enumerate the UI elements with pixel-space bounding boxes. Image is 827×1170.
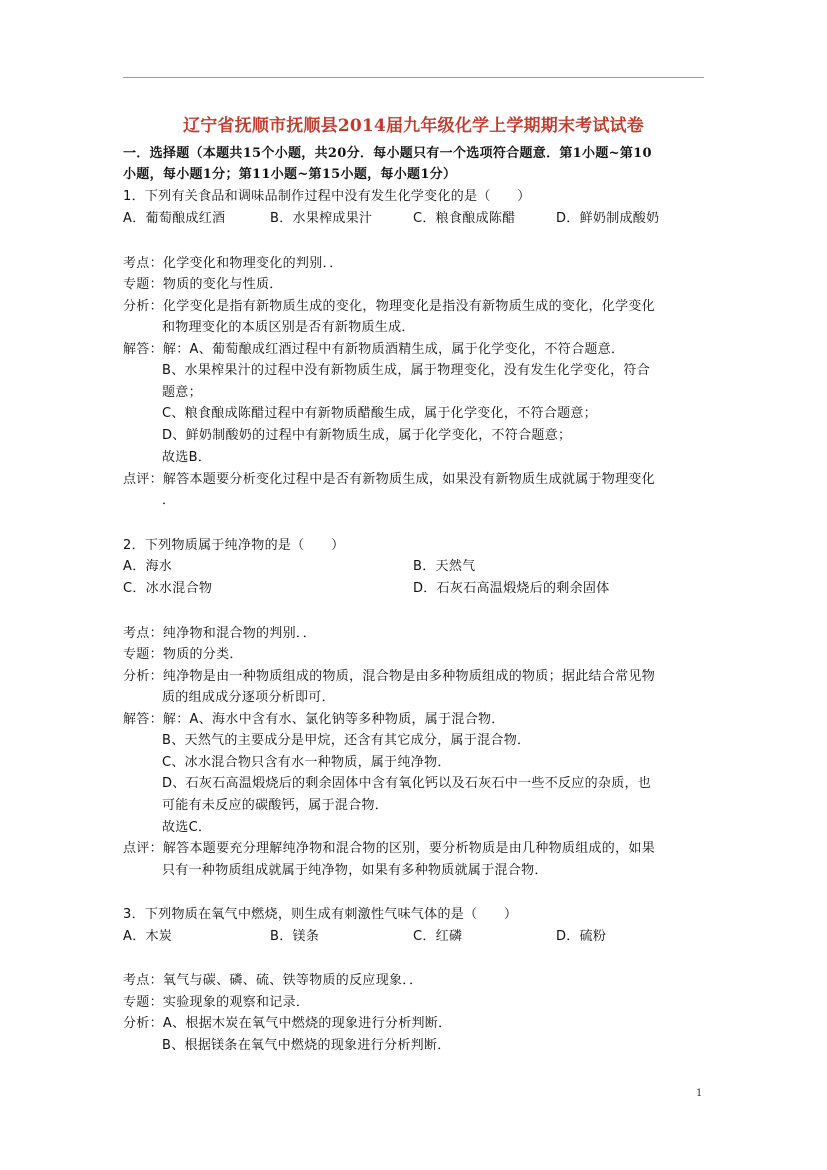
q2-fenxi-line-1: 分析：纯净物是由一种物质组成的物质，混合物是由多种物质组成的物质；据此结合常见物: [123, 669, 656, 684]
q2-zhuanti: 专题：物质的分类．: [123, 647, 243, 662]
q3-option-a: A．木炭: [123, 929, 173, 944]
header-rule: [123, 77, 704, 78]
q2-option-c: C．冰水混合物: [123, 581, 213, 596]
q1-jieda-line-5: D、鲜奶制酸奶的过程中有新物质生成，属于化学变化，不符合题意；: [162, 428, 572, 443]
q3-option-d: D．硫粉: [556, 929, 607, 944]
q3-option-b: B．镁条: [270, 929, 320, 944]
q2-jieda-line-1: 解答：解：A、海水中含有水、氯化钠等多种物质，属于混合物．: [123, 712, 505, 727]
q2-option-b: B．天然气: [413, 559, 476, 574]
q1-jieda-line-3: 题意；: [162, 385, 202, 400]
q1-dianping-line-2: ．: [162, 493, 176, 508]
q1-jieda-line-2: B、水果榨果汁的过程中没有新物质生成，属于物理变化，没有发生化学变化，符合: [162, 363, 651, 378]
q2-dianping-line-1: 点评：解答本题要充分理解纯净物和混合物的区别，要分析物质是由几种物质组成的，如果: [123, 841, 656, 856]
q1-zhuanti: 专题：物质的变化与性质．: [123, 277, 283, 292]
q1-kaodian: 考点：化学变化和物理变化的判别．．: [123, 256, 343, 271]
q2-fenxi-line-2: 质的组成成分逐项分析即可．: [162, 690, 335, 705]
page-number: 1: [696, 1088, 703, 1099]
q3-option-c: C．红磷: [413, 929, 463, 944]
q3-kaodian: 考点：氧气与碳、磷、硫、铁等物质的反应现象．．: [123, 973, 423, 988]
q1-option-a: A．葡萄酿成红酒: [123, 211, 226, 226]
q2-kaodian: 考点：纯净物和混合物的判别．．: [123, 626, 317, 641]
q1-option-b: B．水果榨成果汁: [270, 211, 373, 226]
q2-jieda-line-2: B、天然气的主要成分是甲烷，还含有其它成分，属于混合物．: [162, 733, 531, 748]
q3-stem: 3．下列物质在氧气中燃烧，则生成有刺激性气味气体的是（ ）: [123, 907, 518, 922]
q3-fenxi-line-2: B、根据镁条在氧气中燃烧的现象进行分析判断．: [162, 1038, 451, 1053]
page-title: 辽宁省抚顺市抚顺县2014届九年级化学上学期期末考试试卷: [183, 116, 644, 136]
q3-fenxi-line-1: 分析：A、根据木炭在氧气中燃烧的现象进行分析判断．: [123, 1016, 452, 1031]
q1-option-c: C．粮食酿成陈醋: [413, 211, 516, 226]
q2-jieda-line-5: 可能有未反应的碳酸钙，属于混合物．: [162, 798, 389, 813]
q2-dianping-line-2: 只有一种物质组成就属于纯净物，如果有多种物质就属于混合物．: [162, 863, 548, 878]
section-header-line-1: 一．选择题（本题共15个小题，共20分．每小题只有一个选项符合题意．第1小题~第10: [123, 146, 652, 161]
section-header-line-2: 小题，每小题1分；第11小题~第15小题，每小题1分）: [123, 167, 457, 182]
q2-option-a: A．海水: [123, 559, 173, 574]
q2-jieda-line-4: D、石灰石高温煅烧后的剩余固体中含有氧化钙以及石灰石中一些不反应的杂质，也: [162, 776, 652, 791]
q1-jieda-line-4: C、粮食酿成陈醋过程中有新物质醋酸生成，属于化学变化，不符合题意；: [162, 406, 597, 421]
q1-option-d: D．鲜奶制成酸奶: [556, 211, 660, 226]
q1-stem: 1．下列有关食品和调味品制作过程中没有发生化学变化的是（ ）: [123, 189, 531, 204]
q2-option-d: D．石灰石高温煅烧后的剩余固体: [413, 581, 610, 596]
q2-jieda-line-3: C、冰水混合物只含有水一种物质，属于纯净物．: [162, 755, 451, 770]
q1-jieda-line-6: 故选B．: [162, 450, 212, 465]
q1-jieda-line-1: 解答：解：A、葡萄酿成红酒过程中有新物质酒精生成，属于化学变化，不符合题意．: [123, 342, 625, 357]
q2-jieda-line-6: 故选C．: [162, 820, 212, 835]
q1-fenxi-line-1: 分析：化学变化是指有新物质生成的变化，物理变化是指没有新物质生成的变化，化学变化: [123, 299, 656, 314]
q3-zhuanti: 专题：实验现象的观察和记录．: [123, 995, 310, 1010]
q2-stem: 2．下列物质属于纯净物的是（ ）: [123, 538, 345, 553]
q1-fenxi-line-2: 和物理变化的本质区别是否有新物质生成．: [162, 320, 415, 335]
q1-dianping-line-1: 点评：解答本题要分析变化过程中是否有新物质生成，如果没有新物质生成就属于物理变化: [123, 472, 656, 487]
